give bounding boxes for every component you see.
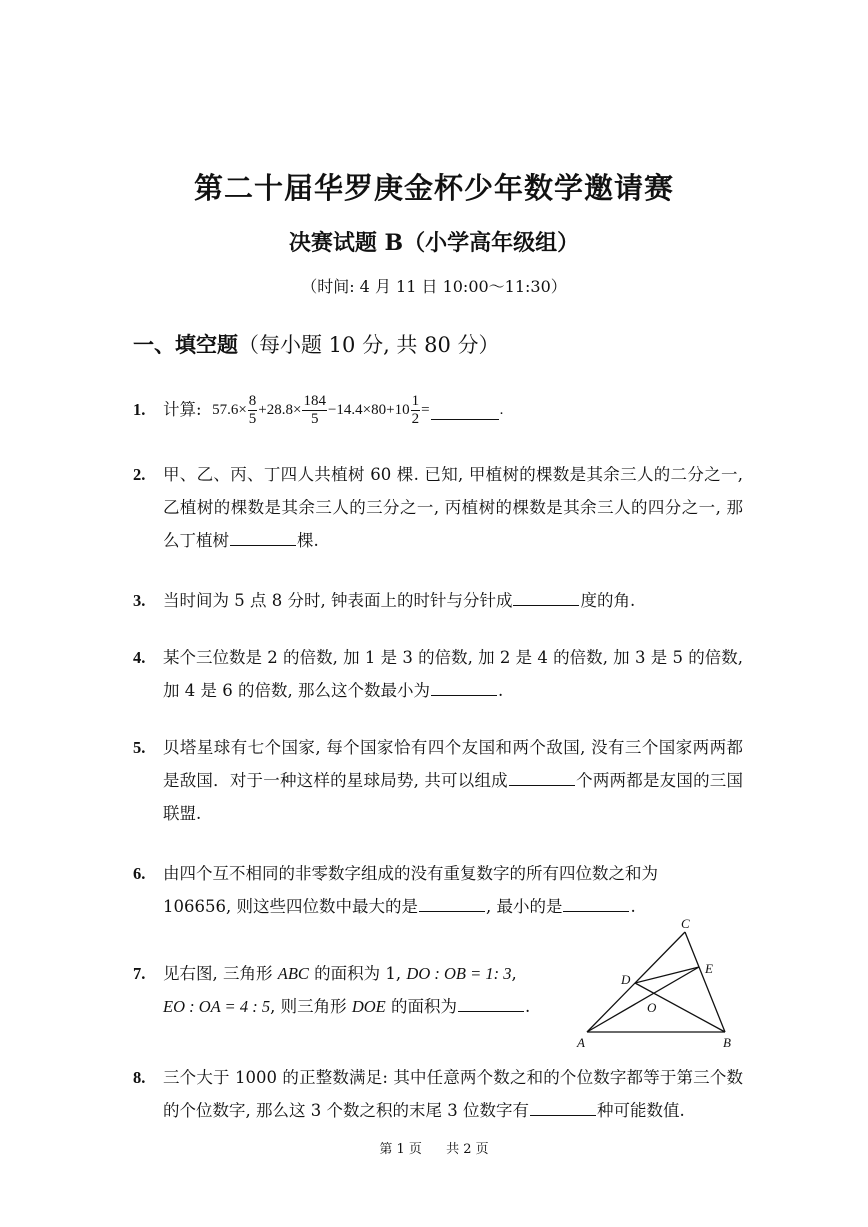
section-heading xyxy=(133,329,500,359)
question-body xyxy=(163,731,743,830)
question-text: 某个三位数是 2 的倍数, 加 1 是 3 的倍数, 加 2 是 4 的倍数, 加 3 是 5 的倍数, 加 4 是 6 的倍数, 那么这个数最小为 xyxy=(163,648,743,700)
answer-blank[interactable] xyxy=(509,767,575,786)
question-text: , xyxy=(511,964,517,983)
exam-time: （时间: 4 月 11 日 10:00～11:30） xyxy=(301,277,567,296)
question-suffix: . xyxy=(630,897,636,916)
question-6 xyxy=(133,857,743,923)
question-number: 6. xyxy=(133,864,146,883)
fraction xyxy=(302,393,327,428)
question-7 xyxy=(133,957,573,1023)
math-ratio-do-ob: DO : OB = 1: 3 xyxy=(406,964,512,983)
question-8 xyxy=(133,1061,743,1127)
answer-blank[interactable] xyxy=(530,1097,596,1116)
question-5 xyxy=(133,731,743,830)
question-text: 当时间为 5 点 8 分时, 钟表面上的时针与分针成 xyxy=(163,591,513,610)
question-body xyxy=(163,957,573,1023)
page-number: 第 1 页 xyxy=(379,1142,422,1157)
question-number: 7. xyxy=(133,964,146,983)
question-body xyxy=(163,857,743,923)
numerator: 1 xyxy=(411,393,420,409)
q1-formula xyxy=(212,393,503,428)
question-text: , 则三角形 xyxy=(270,997,352,1016)
label-o: O xyxy=(647,1000,657,1015)
segment-de xyxy=(635,967,699,983)
question-text: 的面积为 xyxy=(385,997,457,1016)
page-title: 第二十届华罗庚金杯少年数学邀请赛 xyxy=(193,171,674,205)
formula-term: +28.8× xyxy=(258,402,302,418)
answer-blank[interactable] xyxy=(230,527,296,546)
question-4 xyxy=(133,641,743,707)
label-a: A xyxy=(577,1035,585,1050)
question-text: 的面积为 1, xyxy=(308,964,407,983)
question-suffix: 种可能数值. xyxy=(596,1101,685,1120)
formula-term: −14.4×80+10 xyxy=(327,402,410,418)
question-suffix: 个两两都是友国的三国联盟. xyxy=(163,771,744,823)
numerator: 8 xyxy=(248,393,257,409)
question-body xyxy=(163,1061,743,1127)
question-body xyxy=(163,393,743,428)
question-number: 2. xyxy=(133,465,146,484)
question-number: 3. xyxy=(133,591,146,610)
math-abc: ABC xyxy=(277,964,309,983)
page-footer xyxy=(0,1138,868,1157)
question-text: 见右图, 三角形 xyxy=(163,964,278,983)
answer-blank[interactable] xyxy=(431,677,497,696)
question-body xyxy=(163,458,743,557)
math-ratio-eo-oa: EO : OA = 4 : 5 xyxy=(163,997,271,1016)
formula-term: . xyxy=(499,402,504,418)
segment-ae xyxy=(587,967,699,1032)
question-number: 1. xyxy=(133,400,146,419)
question-number: 4. xyxy=(133,648,146,667)
answer-blank-smallest[interactable] xyxy=(563,893,629,912)
numerator: 184 xyxy=(303,393,326,409)
question-text: 甲、乙、丙、丁四人共植树 60 棵. 已知, 甲植树的棵数是其余三人的二分之一, 乙植树的棵数是其余三人的三分之一, 丙植树的棵数是其余三人的四分之一, 那么丁植树 xyxy=(163,465,743,550)
label-b: B xyxy=(723,1035,731,1050)
question-text: 贝塔星球有七个国家, 每个国家恰有四个友国和两个敌国, 没有三个国家两两都是敌国．对于一种这样的星球局势, 共可以组成 xyxy=(163,738,743,790)
section-note: （每小题 10 分, 共 80 分） xyxy=(238,333,500,357)
q1-prefix: 计算: xyxy=(163,400,202,419)
math-doe: DOE xyxy=(351,997,386,1016)
section-title: 一、填空题 xyxy=(133,332,238,357)
question-text: , 最小的是 xyxy=(485,897,563,916)
question-number: 8. xyxy=(133,1068,146,1087)
fraction xyxy=(411,393,421,428)
side-ac xyxy=(587,932,685,1032)
formula-term: = xyxy=(421,402,430,418)
question-text: 由四个互不相同的非零数字组成的没有重复数字的所有四位数之和为 xyxy=(163,864,658,883)
answer-blank-largest[interactable] xyxy=(419,893,485,912)
question-1 xyxy=(133,393,743,428)
denominator: 2 xyxy=(411,411,420,427)
question-suffix: . xyxy=(525,997,531,1016)
answer-blank[interactable] xyxy=(458,993,524,1012)
question-suffix: . xyxy=(497,681,504,700)
answer-blank[interactable] xyxy=(431,401,499,420)
question-text: 106656, 则这些四位数中最大的是 xyxy=(163,897,418,916)
label-c: C xyxy=(681,916,690,931)
label-d: D xyxy=(621,972,631,987)
question-suffix: 棵. xyxy=(297,531,319,550)
question-body xyxy=(163,584,743,617)
answer-blank[interactable] xyxy=(513,587,579,606)
question-suffix: 度的角. xyxy=(580,591,636,610)
formula-term: 57.6× xyxy=(212,402,247,418)
fraction xyxy=(248,393,258,428)
page-subtitle: 决赛试题 B（小学高年级组） xyxy=(288,230,580,256)
label-e: E xyxy=(705,961,713,976)
triangle-figure xyxy=(575,915,750,1050)
side-cb xyxy=(685,932,725,1032)
denominator: 5 xyxy=(310,411,319,427)
question-body xyxy=(163,641,743,707)
denominator: 5 xyxy=(248,411,257,427)
question-3 xyxy=(133,584,743,617)
question-number: 5. xyxy=(133,738,146,757)
question-text: 三个大于 1000 的正整数满足: 其中任意两个数之和的个位数字都等于第三个数的个位数字, 那么这 3 个数之积的末尾 3 位数字有 xyxy=(163,1068,743,1120)
page-total: 共 2 页 xyxy=(446,1142,489,1157)
question-2 xyxy=(133,458,743,557)
